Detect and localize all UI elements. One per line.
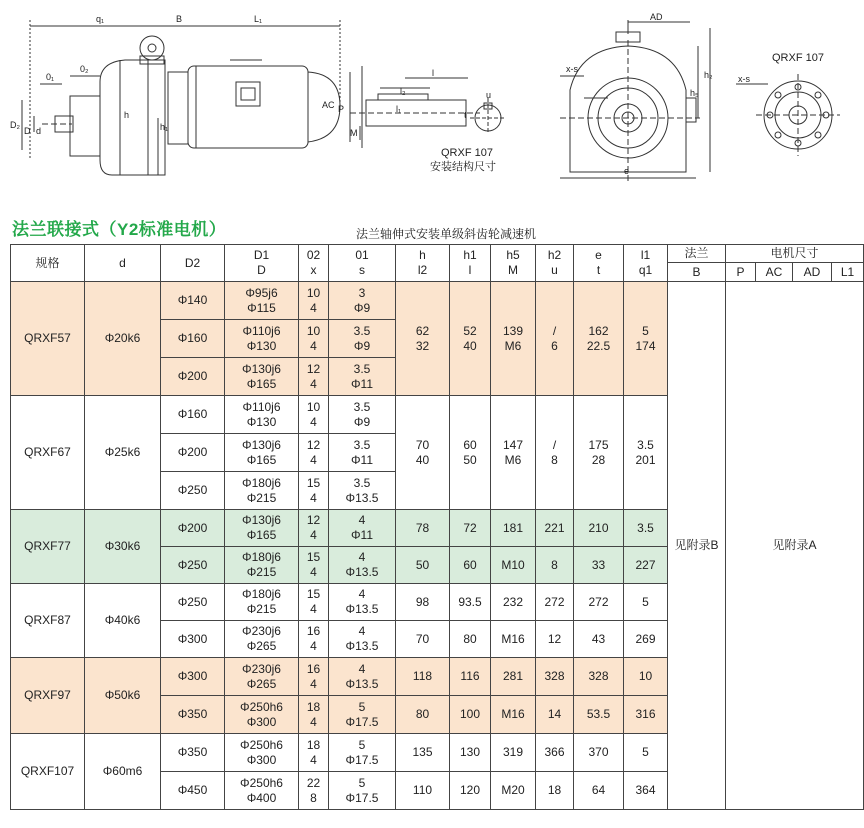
o1-cell: 3.5 Φ13.5 — [329, 472, 396, 510]
label-h5: h₅ — [690, 88, 699, 98]
D2-cell: Φ140 — [161, 282, 225, 320]
model-cell: QRXF107 — [11, 734, 85, 810]
D1-cell: Φ230j6 Φ265 — [225, 658, 299, 696]
dim-M-cell: M10 — [491, 547, 536, 584]
shaft-d-cell: Φ40k6 — [85, 584, 161, 658]
o1-cell: 4 Φ13.5 — [329, 621, 396, 658]
label-h2: h₂ — [704, 70, 713, 80]
D1-cell: Φ250h6 Φ300 — [225, 734, 299, 772]
dim-h5-cell: 319 — [491, 734, 536, 772]
dimension-drawing-svg — [0, 0, 851, 200]
section-title: 法兰联接式（Y2标准电机） — [12, 220, 227, 239]
dim-e-cell: 175 28 — [574, 396, 624, 510]
flange-view-drawing — [736, 74, 840, 156]
header-o1: 01 s — [329, 245, 396, 282]
dim-h1-cell: 93.5 — [450, 584, 491, 621]
o2-cell: 12 4 — [299, 510, 329, 547]
spec-table-body — [11, 282, 864, 810]
install-caption-model: QRXF 107 — [441, 147, 493, 159]
label-AD: AD — [650, 12, 663, 22]
dim-M-cell: M20 — [491, 772, 536, 810]
dim-h5-cell: 139 M6 — [491, 282, 536, 396]
D2-cell: Φ300 — [161, 621, 225, 658]
o1-cell: 3.5 Φ9 — [329, 320, 396, 358]
dim-t-cell: 33 — [574, 547, 624, 584]
dim-h2-cell: 328 — [536, 658, 574, 696]
label-D: D — [24, 126, 31, 136]
header-P: P — [726, 263, 756, 282]
dim-l1-cell: 5 174 — [624, 282, 668, 396]
dim-e-cell: 210 — [574, 510, 624, 547]
D1-cell: Φ180j6 Φ215 — [225, 584, 299, 621]
dim-M-cell: M16 — [491, 621, 536, 658]
front-view-drawing — [560, 20, 710, 182]
header-AC: AC — [756, 263, 793, 282]
header-AD: AD — [793, 263, 832, 282]
o1-cell: 3.5 Φ9 — [329, 396, 396, 434]
header-h: h l2 — [396, 245, 450, 282]
dim-h5-cell: 147 M6 — [491, 396, 536, 510]
D2-cell: Φ250 — [161, 584, 225, 621]
shaft-d-cell: Φ60m6 — [85, 734, 161, 810]
D1-cell: Φ180j6 Φ215 — [225, 472, 299, 510]
install-caption-text: 安装结构尺寸 — [430, 161, 496, 173]
dim-l2-cell: 70 — [396, 621, 450, 658]
label-xs-front: x-s — [566, 64, 578, 74]
dim-t-cell: 43 — [574, 621, 624, 658]
o1-cell: 3.5 Φ11 — [329, 358, 396, 396]
shaft-d-cell: Φ25k6 — [85, 396, 161, 510]
dim-h-cell: 135 — [396, 734, 450, 772]
label-e: e — [624, 166, 630, 176]
label-h1: h₁ — [160, 122, 169, 132]
dim-l-cell: 100 — [450, 696, 491, 734]
label-B: B — [176, 14, 183, 24]
dim-h1-cell: 116 — [450, 658, 491, 696]
dim-h-cell: 70 40 — [396, 396, 450, 510]
dim-u-cell: 8 — [536, 547, 574, 584]
dim-h-cell: 98 — [396, 584, 450, 621]
o1-cell: 5 Φ17.5 — [329, 734, 396, 772]
label-q1: q₁ — [96, 14, 105, 24]
dim-l2-cell: 80 — [396, 696, 450, 734]
D1-cell: Φ130j6 Φ165 — [225, 510, 299, 547]
dim-h-cell: 78 — [396, 510, 450, 547]
dim-t-cell: 64 — [574, 772, 624, 810]
dim-q1-cell: 316 — [624, 696, 668, 734]
header-h1: h1 l — [450, 245, 491, 282]
D2-cell: Φ200 — [161, 358, 225, 396]
dim-h-cell: 118 — [396, 658, 450, 696]
dim-l1-cell: 10 — [624, 658, 668, 696]
header-flange-B: B — [668, 263, 726, 282]
dim-h2-cell: 221 — [536, 510, 574, 547]
side-view-drawing — [22, 20, 362, 175]
table-caption: 法兰轴伸式安装单级斜齿轮减速机 — [356, 227, 537, 241]
dim-l2-cell: 110 — [396, 772, 450, 810]
dim-l-cell: 80 — [450, 621, 491, 658]
D2-cell: Φ350 — [161, 734, 225, 772]
model-cell: QRXF57 — [11, 282, 85, 396]
o2-cell: 16 4 — [299, 658, 329, 696]
shaft-detail-drawing — [350, 78, 506, 140]
o1-cell: 5 Φ17.5 — [329, 772, 396, 810]
label-h: h — [124, 110, 130, 120]
D2-cell: Φ200 — [161, 434, 225, 472]
label-L1: L₁ — [254, 14, 263, 24]
label-t: t — [464, 110, 467, 120]
dim-t-cell: 53.5 — [574, 696, 624, 734]
label-l: l — [432, 68, 434, 78]
o2-cell: 12 4 — [299, 434, 329, 472]
header-L1: L1 — [832, 263, 864, 282]
header-D2: D2 — [161, 245, 225, 282]
D1-cell: Φ95j6 Φ115 — [225, 282, 299, 320]
header-h5: h5 M — [491, 245, 536, 282]
dim-l1-cell: 3.5 201 — [624, 396, 668, 510]
dim-h1-cell: 60 50 — [450, 396, 491, 510]
D2-cell: Φ160 — [161, 396, 225, 434]
header-e: e t — [574, 245, 624, 282]
header-flange: 法兰 — [668, 245, 726, 263]
dim-u-cell: 12 — [536, 621, 574, 658]
label-o1: 0₁ — [46, 72, 55, 82]
header-l1: l1 q1 — [624, 245, 668, 282]
dim-M-cell: M16 — [491, 696, 536, 734]
o2-cell: 18 4 — [299, 734, 329, 772]
o2-cell: 22 8 — [299, 772, 329, 810]
o1-cell: 3 Φ9 — [329, 282, 396, 320]
header-model: 规格 — [11, 245, 85, 282]
D1-cell: Φ180j6 Φ215 — [225, 547, 299, 584]
label-l2: l₂ — [400, 86, 406, 96]
D2-cell: Φ450 — [161, 772, 225, 810]
dim-l-cell: 60 — [450, 547, 491, 584]
table-row — [11, 282, 864, 320]
o1-cell: 4 Φ13.5 — [329, 547, 396, 584]
D1-cell: Φ110j6 Φ130 — [225, 396, 299, 434]
dim-h1-cell: 52 40 — [450, 282, 491, 396]
dim-e-cell: 272 — [574, 584, 624, 621]
dim-l1-cell: 5 — [624, 584, 668, 621]
dim-h-cell: 62 32 — [396, 282, 450, 396]
label-o2: 0₂ — [80, 64, 89, 74]
D2-cell: Φ250 — [161, 472, 225, 510]
model-cell: QRXF87 — [11, 584, 85, 658]
dim-h1-cell: 130 — [450, 734, 491, 772]
D1-cell: Φ130j6 Φ165 — [225, 434, 299, 472]
dim-u-cell: 14 — [536, 696, 574, 734]
dim-l-cell: 120 — [450, 772, 491, 810]
D2-cell: Φ300 — [161, 658, 225, 696]
dim-l1-cell: 5 — [624, 734, 668, 772]
header-motor: 电机尺寸 — [726, 245, 864, 263]
label-M: M — [350, 128, 358, 138]
o1-cell: 4 Φ13.5 — [329, 658, 396, 696]
dim-l2-cell: 50 — [396, 547, 450, 584]
header-h2: h2 u — [536, 245, 574, 282]
label-l1: l₁ — [396, 104, 402, 114]
appendix-flange-cell: 见附录B — [668, 282, 726, 810]
o2-cell: 18 4 — [299, 696, 329, 734]
spec-table — [10, 244, 864, 810]
o2-cell: 15 4 — [299, 472, 329, 510]
D1-cell: Φ250h6 Φ400 — [225, 772, 299, 810]
dim-h2-cell: 366 — [536, 734, 574, 772]
flange-view-model: QRXF 107 — [772, 52, 824, 64]
dim-h5-cell: 281 — [491, 658, 536, 696]
dim-h5-cell: 181 — [491, 510, 536, 547]
appendix-motor-cell: 见附录A — [726, 282, 864, 810]
D2-cell: Φ250 — [161, 547, 225, 584]
label-d: d — [36, 126, 42, 136]
dim-h5-cell: 232 — [491, 584, 536, 621]
o2-cell: 12 4 — [299, 358, 329, 396]
dim-q1-cell: 269 — [624, 621, 668, 658]
dim-q1-cell: 364 — [624, 772, 668, 810]
label-D2: D₂ — [10, 120, 20, 130]
dim-l1-cell: 3.5 — [624, 510, 668, 547]
shaft-d-cell: Φ20k6 — [85, 282, 161, 396]
dim-h2-cell: 272 — [536, 584, 574, 621]
dim-h1-cell: 72 — [450, 510, 491, 547]
shaft-d-cell: Φ50k6 — [85, 658, 161, 734]
D1-cell: Φ130j6 Φ165 — [225, 358, 299, 396]
header-o2: 02 x — [299, 245, 329, 282]
technical-drawings — [0, 0, 851, 200]
o1-cell: 5 Φ17.5 — [329, 696, 396, 734]
D1-cell: Φ110j6 Φ130 — [225, 320, 299, 358]
D1-cell: Φ230j6 Φ265 — [225, 621, 299, 658]
dim-e-cell: 162 22.5 — [574, 282, 624, 396]
o1-cell: 4 Φ11 — [329, 510, 396, 547]
o1-cell: 3.5 Φ11 — [329, 434, 396, 472]
label-xs-flange: x-s — [738, 74, 750, 84]
D2-cell: Φ200 — [161, 510, 225, 547]
o1-cell: 4 Φ13.5 — [329, 584, 396, 621]
dim-e-cell: 328 — [574, 658, 624, 696]
shaft-d-cell: Φ30k6 — [85, 510, 161, 584]
header-D1: D1 D — [225, 245, 299, 282]
label-AC: AC — [322, 100, 335, 110]
o2-cell: 15 4 — [299, 584, 329, 621]
dim-h2-cell: / 6 — [536, 282, 574, 396]
model-cell: QRXF67 — [11, 396, 85, 510]
model-cell: QRXF77 — [11, 510, 85, 584]
model-cell: QRXF97 — [11, 658, 85, 734]
header-d: d — [85, 245, 161, 282]
label-P: P — [338, 104, 345, 114]
D2-cell: Φ350 — [161, 696, 225, 734]
o2-cell: 15 4 — [299, 547, 329, 584]
dim-u-cell: 18 — [536, 772, 574, 810]
o2-cell: 10 4 — [299, 396, 329, 434]
dim-q1-cell: 227 — [624, 547, 668, 584]
o2-cell: 10 4 — [299, 320, 329, 358]
D1-cell: Φ250h6 Φ300 — [225, 696, 299, 734]
o2-cell: 10 4 — [299, 282, 329, 320]
D2-cell: Φ160 — [161, 320, 225, 358]
dim-h2-cell: / 8 — [536, 396, 574, 510]
label-u: u — [486, 90, 492, 100]
o2-cell: 16 4 — [299, 621, 329, 658]
dim-e-cell: 370 — [574, 734, 624, 772]
